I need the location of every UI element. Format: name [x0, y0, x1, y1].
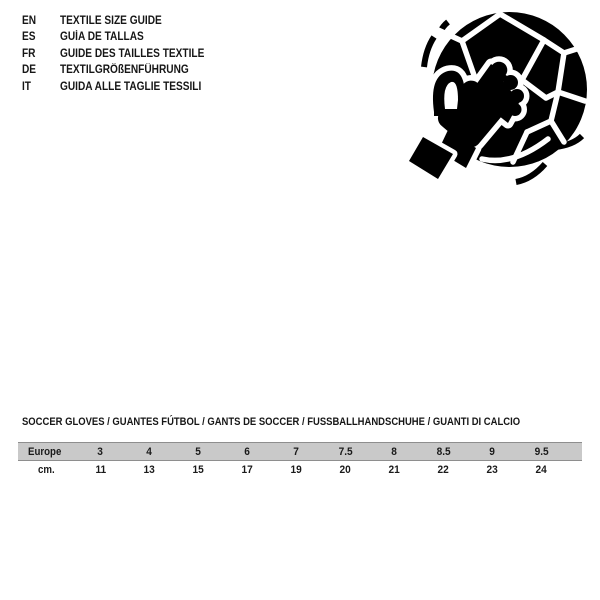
size-cell: 7.5	[338, 445, 353, 458]
language-code: EN	[22, 15, 37, 27]
table-row-europe	[18, 443, 582, 461]
cm-cell: 11	[95, 463, 106, 476]
cm-cell: 19	[290, 463, 303, 476]
cm-cell: 17	[241, 463, 254, 476]
cm-cell: 20	[339, 463, 352, 476]
language-row-it	[22, 79, 224, 95]
size-cell: 6	[244, 445, 251, 458]
glove-ball-svg	[398, 6, 598, 196]
language-code: ES	[22, 31, 36, 44]
size-table	[18, 442, 582, 478]
cm-cell: 15	[192, 463, 205, 476]
cm-cell: 24	[535, 463, 548, 476]
language-label: GUIDA ALLE TAGLIE TESSILI	[60, 80, 202, 93]
language-label: TEXTILE SIZE GUIDE	[60, 15, 162, 27]
row-label-cm: cm.	[37, 463, 55, 476]
language-label: GUÍA DE TALLAS	[60, 31, 144, 44]
cm-cell: 22	[437, 463, 450, 476]
spacer-cell	[566, 443, 582, 461]
cm-cell: 23	[486, 463, 499, 476]
row-label-europe: Europe	[28, 445, 62, 458]
language-row-fr	[22, 46, 224, 62]
table-row-cm	[18, 461, 582, 479]
language-row-en	[22, 13, 224, 29]
size-cell: 5	[195, 445, 202, 458]
size-cell: 4	[146, 445, 153, 458]
size-cell: 8	[391, 445, 398, 458]
language-code: FR	[22, 47, 36, 60]
size-cell: 3	[97, 445, 104, 458]
language-code: IT	[22, 80, 32, 93]
language-row-de	[22, 62, 224, 78]
size-cell: 9	[489, 445, 496, 458]
size-table-title: SOCCER GLOVES / GUANTES FÚTBOL / GANTS DE SOCCER / FUSSBALLHANDSCHUHE / GUANTI DI CALCIO	[22, 416, 521, 428]
size-cell: 9.5	[534, 445, 549, 458]
cm-cell: 21	[388, 463, 401, 476]
language-row-es	[22, 29, 224, 45]
size-cell: 8.5	[436, 445, 451, 458]
language-list	[22, 13, 224, 95]
language-code: DE	[22, 64, 37, 77]
goalkeeper-glove-ball-icon	[398, 6, 598, 196]
size-cell: 7	[293, 445, 300, 458]
language-label: TEXTILGRÖßENFÜHRUNG	[60, 64, 189, 77]
cm-cell: 13	[143, 463, 156, 476]
spacer-cell	[566, 461, 582, 479]
language-label: GUIDE DES TAILLES TEXTILE	[60, 47, 205, 60]
